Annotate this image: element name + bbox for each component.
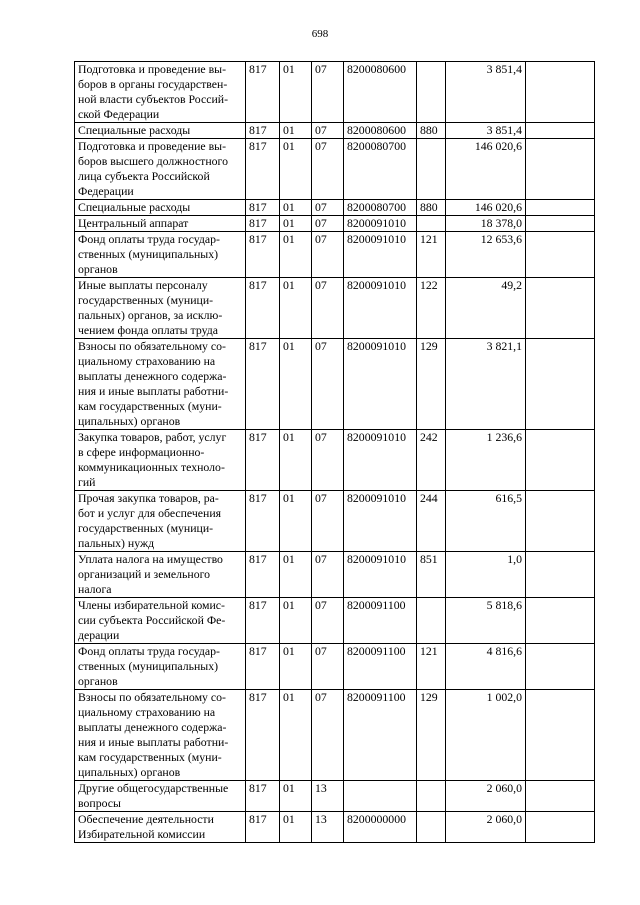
table-row xyxy=(75,139,595,200)
amount-cell: 2 060,0 xyxy=(446,812,526,843)
table-row xyxy=(75,278,595,339)
expense-type-cell xyxy=(417,139,446,200)
amount-cell: 18 378,0 xyxy=(446,216,526,232)
expense-type-cell: 244 xyxy=(417,491,446,552)
page-number: 698 xyxy=(311,28,329,40)
extra-column-cell xyxy=(526,232,595,278)
amount-cell: 4 816,6 xyxy=(446,644,526,690)
item-name-cell: Уплата налога на имущество организаций и земельного налога xyxy=(75,552,246,598)
table-row xyxy=(75,232,595,278)
department-code-cell: 817 xyxy=(246,644,280,690)
expense-type-cell xyxy=(417,812,446,843)
item-name-cell: Фонд оплаты труда государ- ственных (муниципальных) органов xyxy=(75,644,246,690)
department-code-cell: 817 xyxy=(246,139,280,200)
item-name-cell: Взносы по обязательному со- циальному страхованию на выплаты денежного содержа- ния и иные выплаты работни- кам государственных (муни- ципальных) органов xyxy=(75,690,246,781)
expense-type-cell xyxy=(417,598,446,644)
expense-type-cell: 122 xyxy=(417,278,446,339)
subsection-code-cell: 13 xyxy=(312,812,344,843)
subsection-code-cell: 07 xyxy=(312,216,344,232)
section-code-cell: 01 xyxy=(280,123,312,139)
section-code-cell: 01 xyxy=(280,200,312,216)
item-name-cell: Центральный аппарат xyxy=(75,216,246,232)
expense-type-cell: 880 xyxy=(417,200,446,216)
extra-column-cell xyxy=(526,339,595,430)
subsection-code-cell: 07 xyxy=(312,123,344,139)
target-article-cell: 8200091010 xyxy=(344,278,417,339)
department-code-cell: 817 xyxy=(246,278,280,339)
department-code-cell: 817 xyxy=(246,123,280,139)
subsection-code-cell: 07 xyxy=(312,139,344,200)
department-code-cell: 817 xyxy=(246,781,280,812)
section-code-cell: 01 xyxy=(280,812,312,843)
expense-type-cell: 880 xyxy=(417,123,446,139)
extra-column-cell xyxy=(526,139,595,200)
table-row xyxy=(75,644,595,690)
department-code-cell: 817 xyxy=(246,690,280,781)
table-row xyxy=(75,781,595,812)
expense-type-cell xyxy=(417,781,446,812)
expense-type-cell: 851 xyxy=(417,552,446,598)
amount-cell: 1 002,0 xyxy=(446,690,526,781)
table-row xyxy=(75,62,595,123)
item-name-cell: Члены избирательной комис- сии субъекта Российской Фе- дерации xyxy=(75,598,246,644)
section-code-cell: 01 xyxy=(280,62,312,123)
department-code-cell: 817 xyxy=(246,598,280,644)
amount-cell: 3 821,1 xyxy=(446,339,526,430)
section-code-cell: 01 xyxy=(280,690,312,781)
subsection-code-cell: 07 xyxy=(312,200,344,216)
budget-table xyxy=(74,61,595,843)
target-article-cell xyxy=(344,781,417,812)
department-code-cell: 817 xyxy=(246,232,280,278)
section-code-cell: 01 xyxy=(280,430,312,491)
subsection-code-cell: 07 xyxy=(312,598,344,644)
table-row xyxy=(75,812,595,843)
extra-column-cell xyxy=(526,430,595,491)
table-row xyxy=(75,339,595,430)
target-article-cell: 8200000000 xyxy=(344,812,417,843)
department-code-cell: 817 xyxy=(246,339,280,430)
section-code-cell: 01 xyxy=(280,552,312,598)
department-code-cell: 817 xyxy=(246,216,280,232)
table-row xyxy=(75,598,595,644)
target-article-cell: 8200091010 xyxy=(344,430,417,491)
section-code-cell: 01 xyxy=(280,232,312,278)
section-code-cell: 01 xyxy=(280,139,312,200)
extra-column-cell xyxy=(526,812,595,843)
target-article-cell: 8200091010 xyxy=(344,491,417,552)
extra-column-cell xyxy=(526,216,595,232)
item-name-cell: Специальные расходы xyxy=(75,123,246,139)
amount-cell: 1,0 xyxy=(446,552,526,598)
amount-cell: 146 020,6 xyxy=(446,200,526,216)
table-row xyxy=(75,200,595,216)
expense-type-cell: 242 xyxy=(417,430,446,491)
subsection-code-cell: 07 xyxy=(312,339,344,430)
department-code-cell: 817 xyxy=(246,812,280,843)
section-code-cell: 01 xyxy=(280,644,312,690)
subsection-code-cell: 07 xyxy=(312,690,344,781)
expense-type-cell xyxy=(417,62,446,123)
item-name-cell: Иные выплаты персоналу государственных (муници- пальных) органов, за исклю- чением фонда оплаты труда xyxy=(75,278,246,339)
extra-column-cell xyxy=(526,278,595,339)
target-article-cell: 8200091010 xyxy=(344,232,417,278)
expense-type-cell: 129 xyxy=(417,690,446,781)
target-article-cell: 8200080700 xyxy=(344,200,417,216)
extra-column-cell xyxy=(526,781,595,812)
amount-cell: 12 653,6 xyxy=(446,232,526,278)
expense-type-cell xyxy=(417,216,446,232)
amount-cell: 5 818,6 xyxy=(446,598,526,644)
table-row xyxy=(75,690,595,781)
table-row xyxy=(75,552,595,598)
item-name-cell: Подготовка и проведение вы- боров в органы государствен- ной власти субъектов Россий- ской Федерации xyxy=(75,62,246,123)
department-code-cell: 817 xyxy=(246,200,280,216)
department-code-cell: 817 xyxy=(246,552,280,598)
subsection-code-cell: 07 xyxy=(312,62,344,123)
extra-column-cell xyxy=(526,552,595,598)
item-name-cell: Специальные расходы xyxy=(75,200,246,216)
expense-type-cell: 121 xyxy=(417,644,446,690)
table-row xyxy=(75,491,595,552)
department-code-cell: 817 xyxy=(246,62,280,123)
amount-cell: 1 236,6 xyxy=(446,430,526,491)
extra-column-cell xyxy=(526,491,595,552)
extra-column-cell xyxy=(526,123,595,139)
subsection-code-cell: 13 xyxy=(312,781,344,812)
item-name-cell: Прочая закупка товаров, ра- бот и услуг для обеспечения государственных (муници- пальных) нужд xyxy=(75,491,246,552)
subsection-code-cell: 07 xyxy=(312,491,344,552)
target-article-cell: 8200080700 xyxy=(344,139,417,200)
expense-type-cell: 121 xyxy=(417,232,446,278)
amount-cell: 2 060,0 xyxy=(446,781,526,812)
item-name-cell: Закупка товаров, работ, услуг в сфере информационно- коммуникационных техноло- гий xyxy=(75,430,246,491)
item-name-cell: Подготовка и проведение вы- боров высшего должностного лица субъекта Российской Федерации xyxy=(75,139,246,200)
subsection-code-cell: 07 xyxy=(312,644,344,690)
target-article-cell: 8200091100 xyxy=(344,644,417,690)
target-article-cell: 8200091100 xyxy=(344,598,417,644)
section-code-cell: 01 xyxy=(280,781,312,812)
section-code-cell: 01 xyxy=(280,598,312,644)
item-name-cell: Обеспечение деятельности Избирательной комиссии xyxy=(75,812,246,843)
section-code-cell: 01 xyxy=(280,278,312,339)
item-name-cell: Фонд оплаты труда государ- ственных (муниципальных) органов xyxy=(75,232,246,278)
department-code-cell: 817 xyxy=(246,430,280,491)
amount-cell: 146 020,6 xyxy=(446,139,526,200)
extra-column-cell xyxy=(526,644,595,690)
target-article-cell: 8200080600 xyxy=(344,123,417,139)
target-article-cell: 8200091100 xyxy=(344,690,417,781)
extra-column-cell xyxy=(526,62,595,123)
amount-cell: 3 851,4 xyxy=(446,62,526,123)
subsection-code-cell: 07 xyxy=(312,278,344,339)
expense-type-cell: 129 xyxy=(417,339,446,430)
item-name-cell: Взносы по обязательному со- циальному страхованию на выплаты денежного содержа- ния и иные выплаты работни- кам государственных (муни- ципальных) органов xyxy=(75,339,246,430)
subsection-code-cell: 07 xyxy=(312,232,344,278)
table-row xyxy=(75,430,595,491)
department-code-cell: 817 xyxy=(246,491,280,552)
table-row xyxy=(75,123,595,139)
subsection-code-cell: 07 xyxy=(312,552,344,598)
extra-column-cell xyxy=(526,598,595,644)
item-name-cell: Другие общегосударственные вопросы xyxy=(75,781,246,812)
amount-cell: 3 851,4 xyxy=(446,123,526,139)
target-article-cell: 8200091010 xyxy=(344,339,417,430)
section-code-cell: 01 xyxy=(280,216,312,232)
amount-cell: 49,2 xyxy=(446,278,526,339)
amount-cell: 616,5 xyxy=(446,491,526,552)
section-code-cell: 01 xyxy=(280,339,312,430)
extra-column-cell xyxy=(526,200,595,216)
extra-column-cell xyxy=(526,690,595,781)
table-row xyxy=(75,216,595,232)
target-article-cell: 8200091010 xyxy=(344,216,417,232)
section-code-cell: 01 xyxy=(280,491,312,552)
target-article-cell: 8200091010 xyxy=(344,552,417,598)
subsection-code-cell: 07 xyxy=(312,430,344,491)
target-article-cell: 8200080600 xyxy=(344,62,417,123)
